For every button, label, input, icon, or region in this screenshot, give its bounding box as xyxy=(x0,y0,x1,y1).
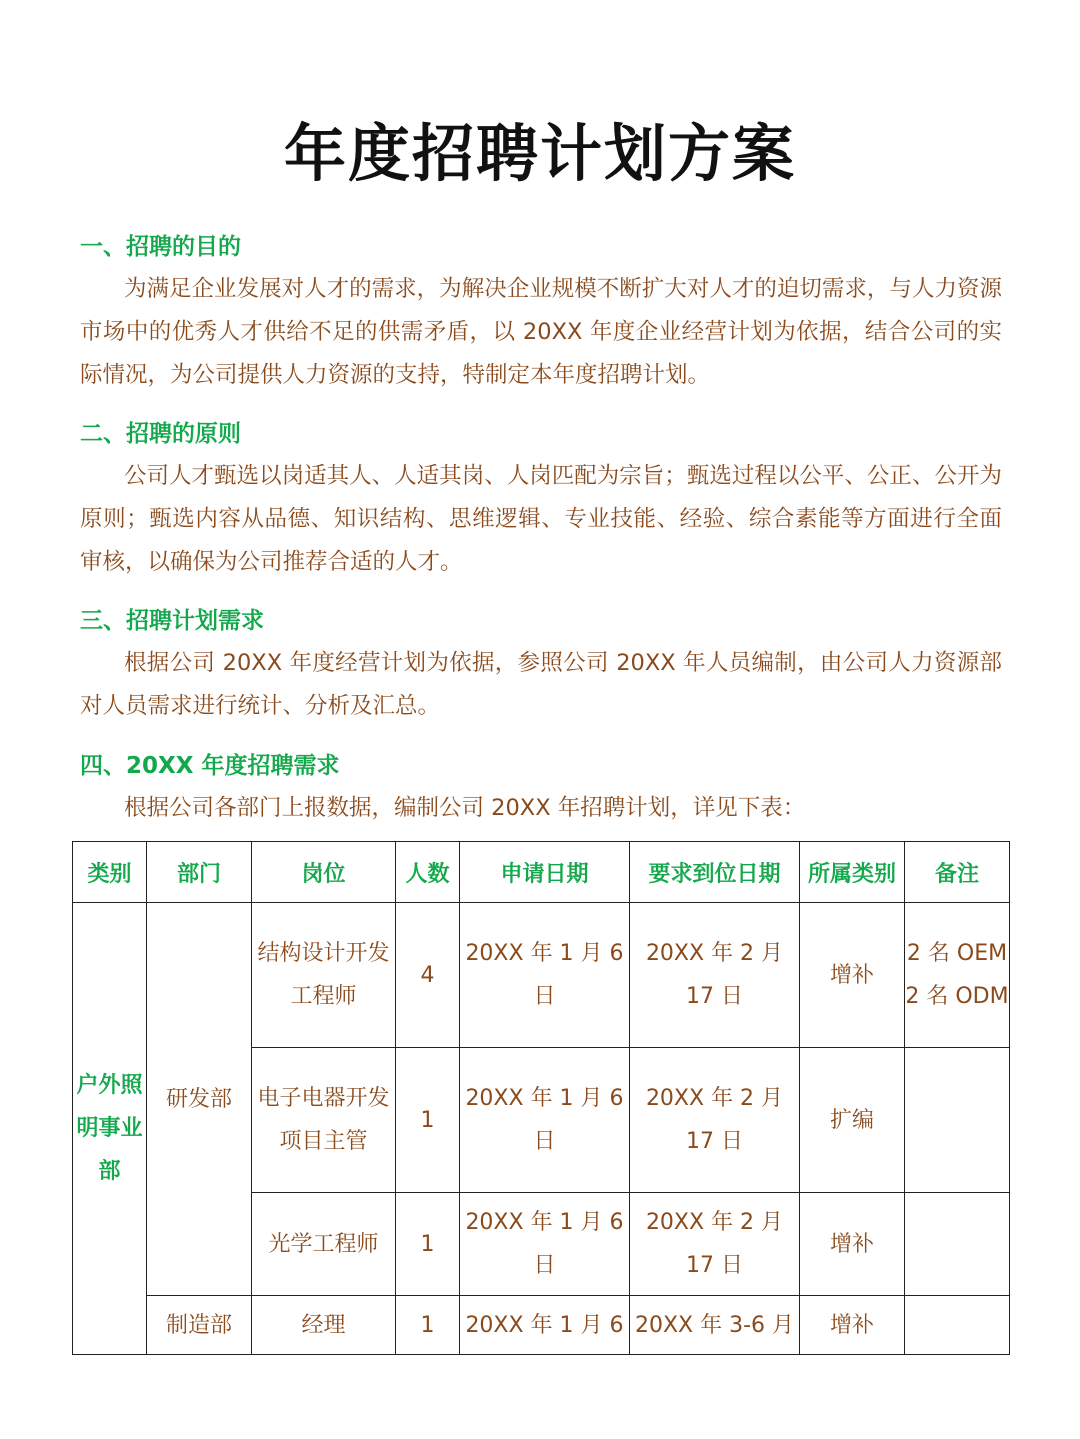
position-cell: 结构设计开发工程师 xyxy=(252,903,396,1048)
table-header-row xyxy=(73,842,1010,903)
header-count: 人数 xyxy=(396,842,460,903)
header-due-date: 要求到位日期 xyxy=(630,842,800,903)
header-note: 备注 xyxy=(905,842,1010,903)
table-row xyxy=(73,1296,1010,1355)
recruitment-table xyxy=(72,841,1010,1355)
position-cell: 经理 xyxy=(252,1296,396,1355)
header-position: 岗位 xyxy=(252,842,396,903)
section-heading-plan-needs: 三、招聘计划需求 xyxy=(80,608,264,634)
header-category: 类别 xyxy=(73,842,147,903)
count-cell: 1 xyxy=(396,1193,460,1296)
page-title: 年度招聘计划方案 xyxy=(283,117,796,190)
department-cell: 制造部 xyxy=(147,1296,252,1355)
table-row xyxy=(73,903,1010,1048)
count-cell: 4 xyxy=(396,903,460,1048)
count-cell: 1 xyxy=(396,1296,460,1355)
section-text-plan-needs: 根据公司 20XX 年度经营计划为依据，参照公司 20XX 年人员编制，由公司人力资源部对人员需求进行统计、分析及汇总。 xyxy=(80,650,1002,719)
note-cell xyxy=(905,1048,1010,1193)
type-cell: 增补 xyxy=(800,903,905,1048)
type-cell: 增补 xyxy=(800,1193,905,1296)
note-cell: 2 名 OEM 2 名 ODM xyxy=(905,903,1010,1048)
apply-date-cell: 20XX 年 1 月 6 日 xyxy=(460,903,630,1048)
type-cell: 扩编 xyxy=(800,1048,905,1193)
position-cell: 电子电器开发项目主管 xyxy=(252,1048,396,1193)
header-type: 所属类别 xyxy=(800,842,905,903)
category-cell: 户外照明事业部 xyxy=(73,903,147,1355)
type-cell: 增补 xyxy=(800,1296,905,1355)
apply-date-cell: 20XX 年 1 月 6 xyxy=(460,1296,630,1355)
section-text-purpose: 为满足企业发展对人才的需求，为解决企业规模不断扩大对人才的迫切需求，与人力资源市场中的优秀人才供给不足的供需矛盾，以 20XX 年度企业经营计划为依据，结合公司的实际情况，为公司提供人力资源的支持，特制定本年度招聘计划。 xyxy=(80,276,1002,388)
header-department: 部门 xyxy=(147,842,252,903)
note-cell xyxy=(905,1193,1010,1296)
section-heading-purpose: 一、招聘的目的 xyxy=(80,234,241,260)
section-heading-annual-needs: 四、20XX 年度招聘需求 xyxy=(80,753,340,779)
due-date-cell: 20XX 年 2 月 17 日 xyxy=(630,1048,800,1193)
due-date-cell: 20XX 年 2 月 17 日 xyxy=(630,903,800,1048)
apply-date-cell: 20XX 年 1 月 6 日 xyxy=(460,1193,630,1296)
apply-date-cell: 20XX 年 1 月 6 日 xyxy=(460,1048,630,1193)
header-apply-date: 申请日期 xyxy=(460,842,630,903)
section-heading-principle: 二、招聘的原则 xyxy=(80,421,241,447)
position-cell: 光学工程师 xyxy=(252,1193,396,1296)
due-date-cell: 20XX 年 3-6 月 xyxy=(630,1296,800,1355)
department-cell: 研发部 xyxy=(147,903,252,1296)
count-cell: 1 xyxy=(396,1048,460,1193)
section-text-principle: 公司人才甄选以岗适其人、人适其岗、人岗匹配为宗旨；甄选过程以公平、公正、公开为原则；甄选内容从品德、知识结构、思维逻辑、专业技能、经验、综合素能等方面进行全面审核，以确保为公司推荐合适的人才。 xyxy=(80,463,1002,575)
section-text-annual-needs: 根据公司各部门上报数据，编制公司 20XX 年招聘计划，详见下表： xyxy=(124,795,806,821)
note-cell xyxy=(905,1296,1010,1355)
due-date-cell: 20XX 年 2 月 17 日 xyxy=(630,1193,800,1296)
